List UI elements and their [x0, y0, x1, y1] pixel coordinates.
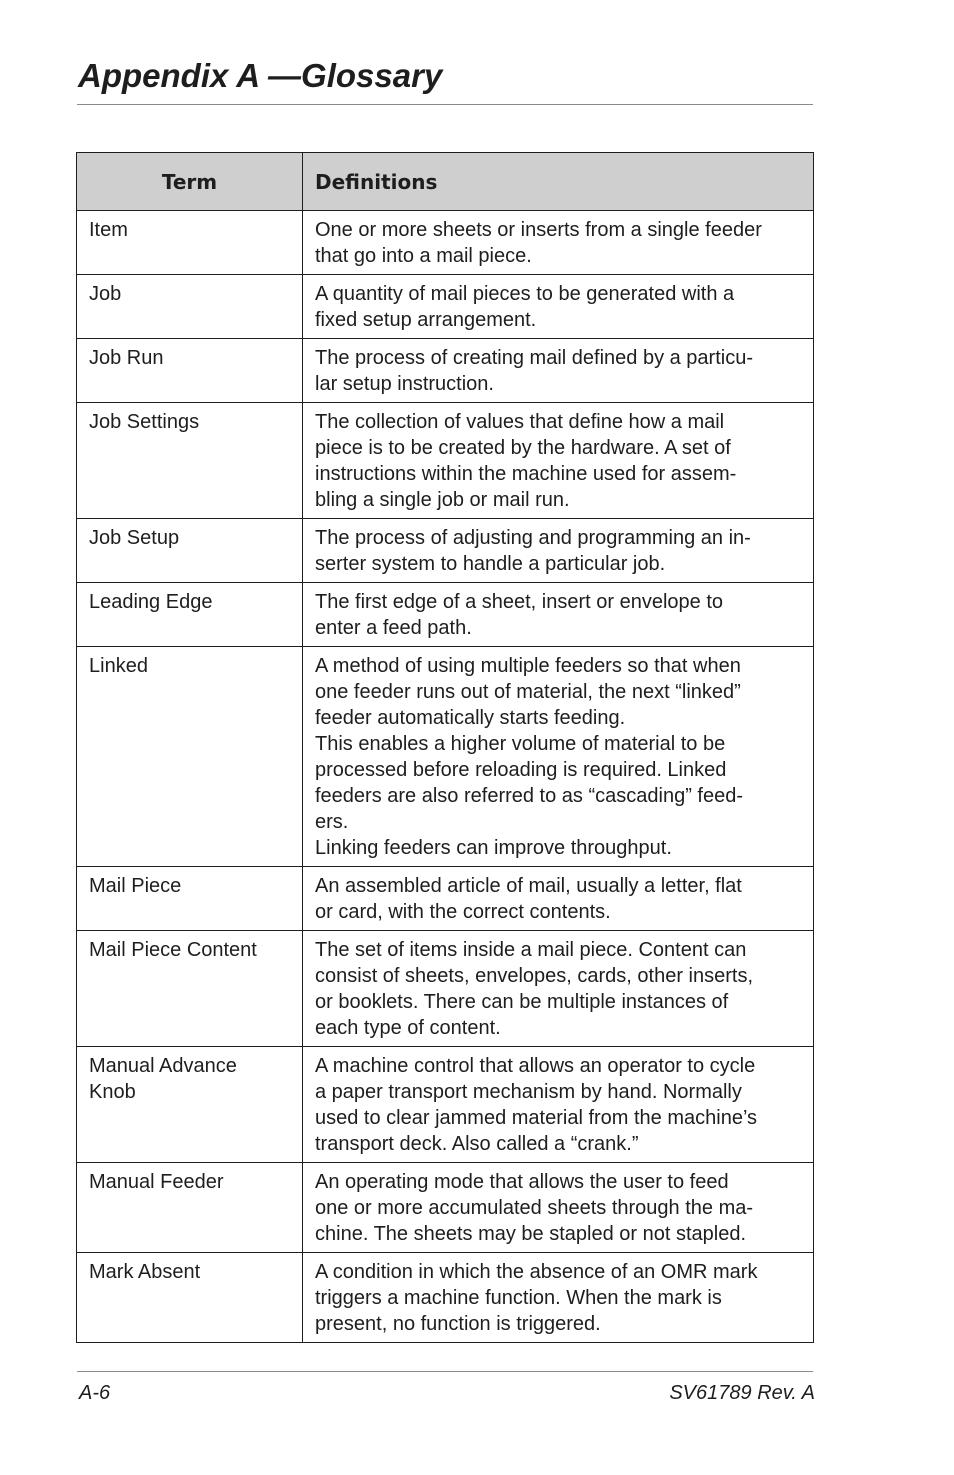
definition-line: feeder automatically starts feeding. [315, 707, 626, 729]
table-row [77, 867, 814, 931]
definition-line: each type of content. [315, 1017, 501, 1039]
page-title: Appendix A —Glossary [78, 57, 443, 94]
definition-line: a paper transport mechanism by hand. Normally [315, 1081, 742, 1103]
definition-line: A machine control that allows an operator to cycle [315, 1055, 756, 1077]
definition-line: one feeder runs out of material, the next “linked” [315, 681, 741, 703]
definition-line: or card, with the correct contents. [315, 901, 611, 923]
definition-cell [303, 339, 814, 403]
column-header-term: Term [77, 153, 303, 211]
term-cell: Manual Feeder [77, 1163, 303, 1253]
table-row [77, 583, 814, 647]
definition-line: chine. The sheets may be stapled or not stapled. [315, 1223, 747, 1245]
definition-line: The collection of values that define how a mail [315, 411, 725, 433]
definition-cell [303, 867, 814, 931]
definition-line: triggers a machine function. When the mark is [315, 1287, 722, 1309]
definition-line: feeders are also referred to as “cascading” feed- [315, 785, 743, 807]
definition-cell [303, 211, 814, 275]
term-line: Manual Advance [89, 1055, 237, 1077]
definition-line: The process of adjusting and programming an in- [315, 527, 751, 549]
column-header-definitions: Definitions [303, 153, 814, 211]
term-cell: Mail Piece Content [77, 931, 303, 1047]
definition-line: An assembled article of mail, usually a letter, flat [315, 875, 742, 897]
term-cell: Leading Edge [77, 583, 303, 647]
definition-line: ers. [315, 811, 349, 833]
definition-line: The set of items inside a mail piece. Content can [315, 939, 747, 961]
term-line: Knob [89, 1081, 136, 1103]
definition-line: that go into a mail piece. [315, 245, 532, 267]
definition-line: processed before reloading is required. Linked [315, 759, 727, 781]
definition-line: A condition in which the absence of an OMR mark [315, 1261, 758, 1283]
definition-line: transport deck. Also called a “crank.” [315, 1133, 639, 1155]
page-number: A-6 [79, 1382, 111, 1404]
term-cell: Job Settings [77, 403, 303, 519]
term-cell: Job Setup [77, 519, 303, 583]
definition-line: A method of using multiple feeders so that when [315, 655, 741, 677]
definition-line: piece is to be created by the hardware. A set of [315, 437, 731, 459]
term-cell: Item [77, 211, 303, 275]
definition-cell [303, 1253, 814, 1343]
table-row [77, 1163, 814, 1253]
definition-line: enter a feed path. [315, 617, 472, 639]
definition-line: instructions within the machine used for assem- [315, 463, 737, 485]
definition-line: A quantity of mail pieces to be generated with a [315, 283, 735, 305]
term-cell [77, 1047, 303, 1163]
definition-cell [303, 647, 814, 867]
table-row [77, 1253, 814, 1343]
definition-line: fixed setup arrangement. [315, 309, 537, 331]
definition-line: or booklets. There can be multiple instances of [315, 991, 729, 1013]
footer-rule [77, 1371, 813, 1372]
definition-line: An operating mode that allows the user to feed [315, 1171, 729, 1193]
definition-cell [303, 931, 814, 1047]
table-row [77, 519, 814, 583]
definition-line: one or more accumulated sheets through the ma- [315, 1197, 754, 1219]
table-row [77, 339, 814, 403]
table-row [77, 275, 814, 339]
definition-line: lar setup instruction. [315, 373, 494, 395]
term-cell: Linked [77, 647, 303, 867]
term-cell: Mail Piece [77, 867, 303, 931]
glossary-table [76, 152, 814, 1343]
definition-cell [303, 1047, 814, 1163]
header-rule [77, 104, 813, 105]
term-cell: Job [77, 275, 303, 339]
table-row [77, 403, 814, 519]
definition-line: One or more sheets or inserts from a single feeder [315, 219, 762, 241]
glossary-body [77, 211, 814, 1343]
definition-cell [303, 583, 814, 647]
table-row [77, 931, 814, 1047]
definition-cell [303, 1163, 814, 1253]
definition-line: This enables a higher volume of material to be [315, 733, 726, 755]
definition-line: The process of creating mail defined by a particu- [315, 347, 753, 369]
table-row [77, 647, 814, 867]
table-header-row [77, 153, 814, 211]
definition-cell [303, 519, 814, 583]
table-row [77, 1047, 814, 1163]
definition-cell [303, 403, 814, 519]
term-cell: Mark Absent [77, 1253, 303, 1343]
definition-line: The first edge of a sheet, insert or envelope to [315, 591, 724, 613]
definition-line: bling a single job or mail run. [315, 489, 570, 511]
definition-cell [303, 275, 814, 339]
definition-line: used to clear jammed material from the machine’s [315, 1107, 758, 1129]
document-revision: SV61789 Rev. A [669, 1382, 815, 1404]
definition-line: serter system to handle a particular job. [315, 553, 666, 575]
definition-line: Linking feeders can improve throughput. [315, 837, 672, 859]
table-row [77, 211, 814, 275]
definition-line: consist of sheets, envelopes, cards, other inserts, [315, 965, 753, 987]
definition-line: present, no function is triggered. [315, 1313, 601, 1335]
term-cell: Job Run [77, 339, 303, 403]
